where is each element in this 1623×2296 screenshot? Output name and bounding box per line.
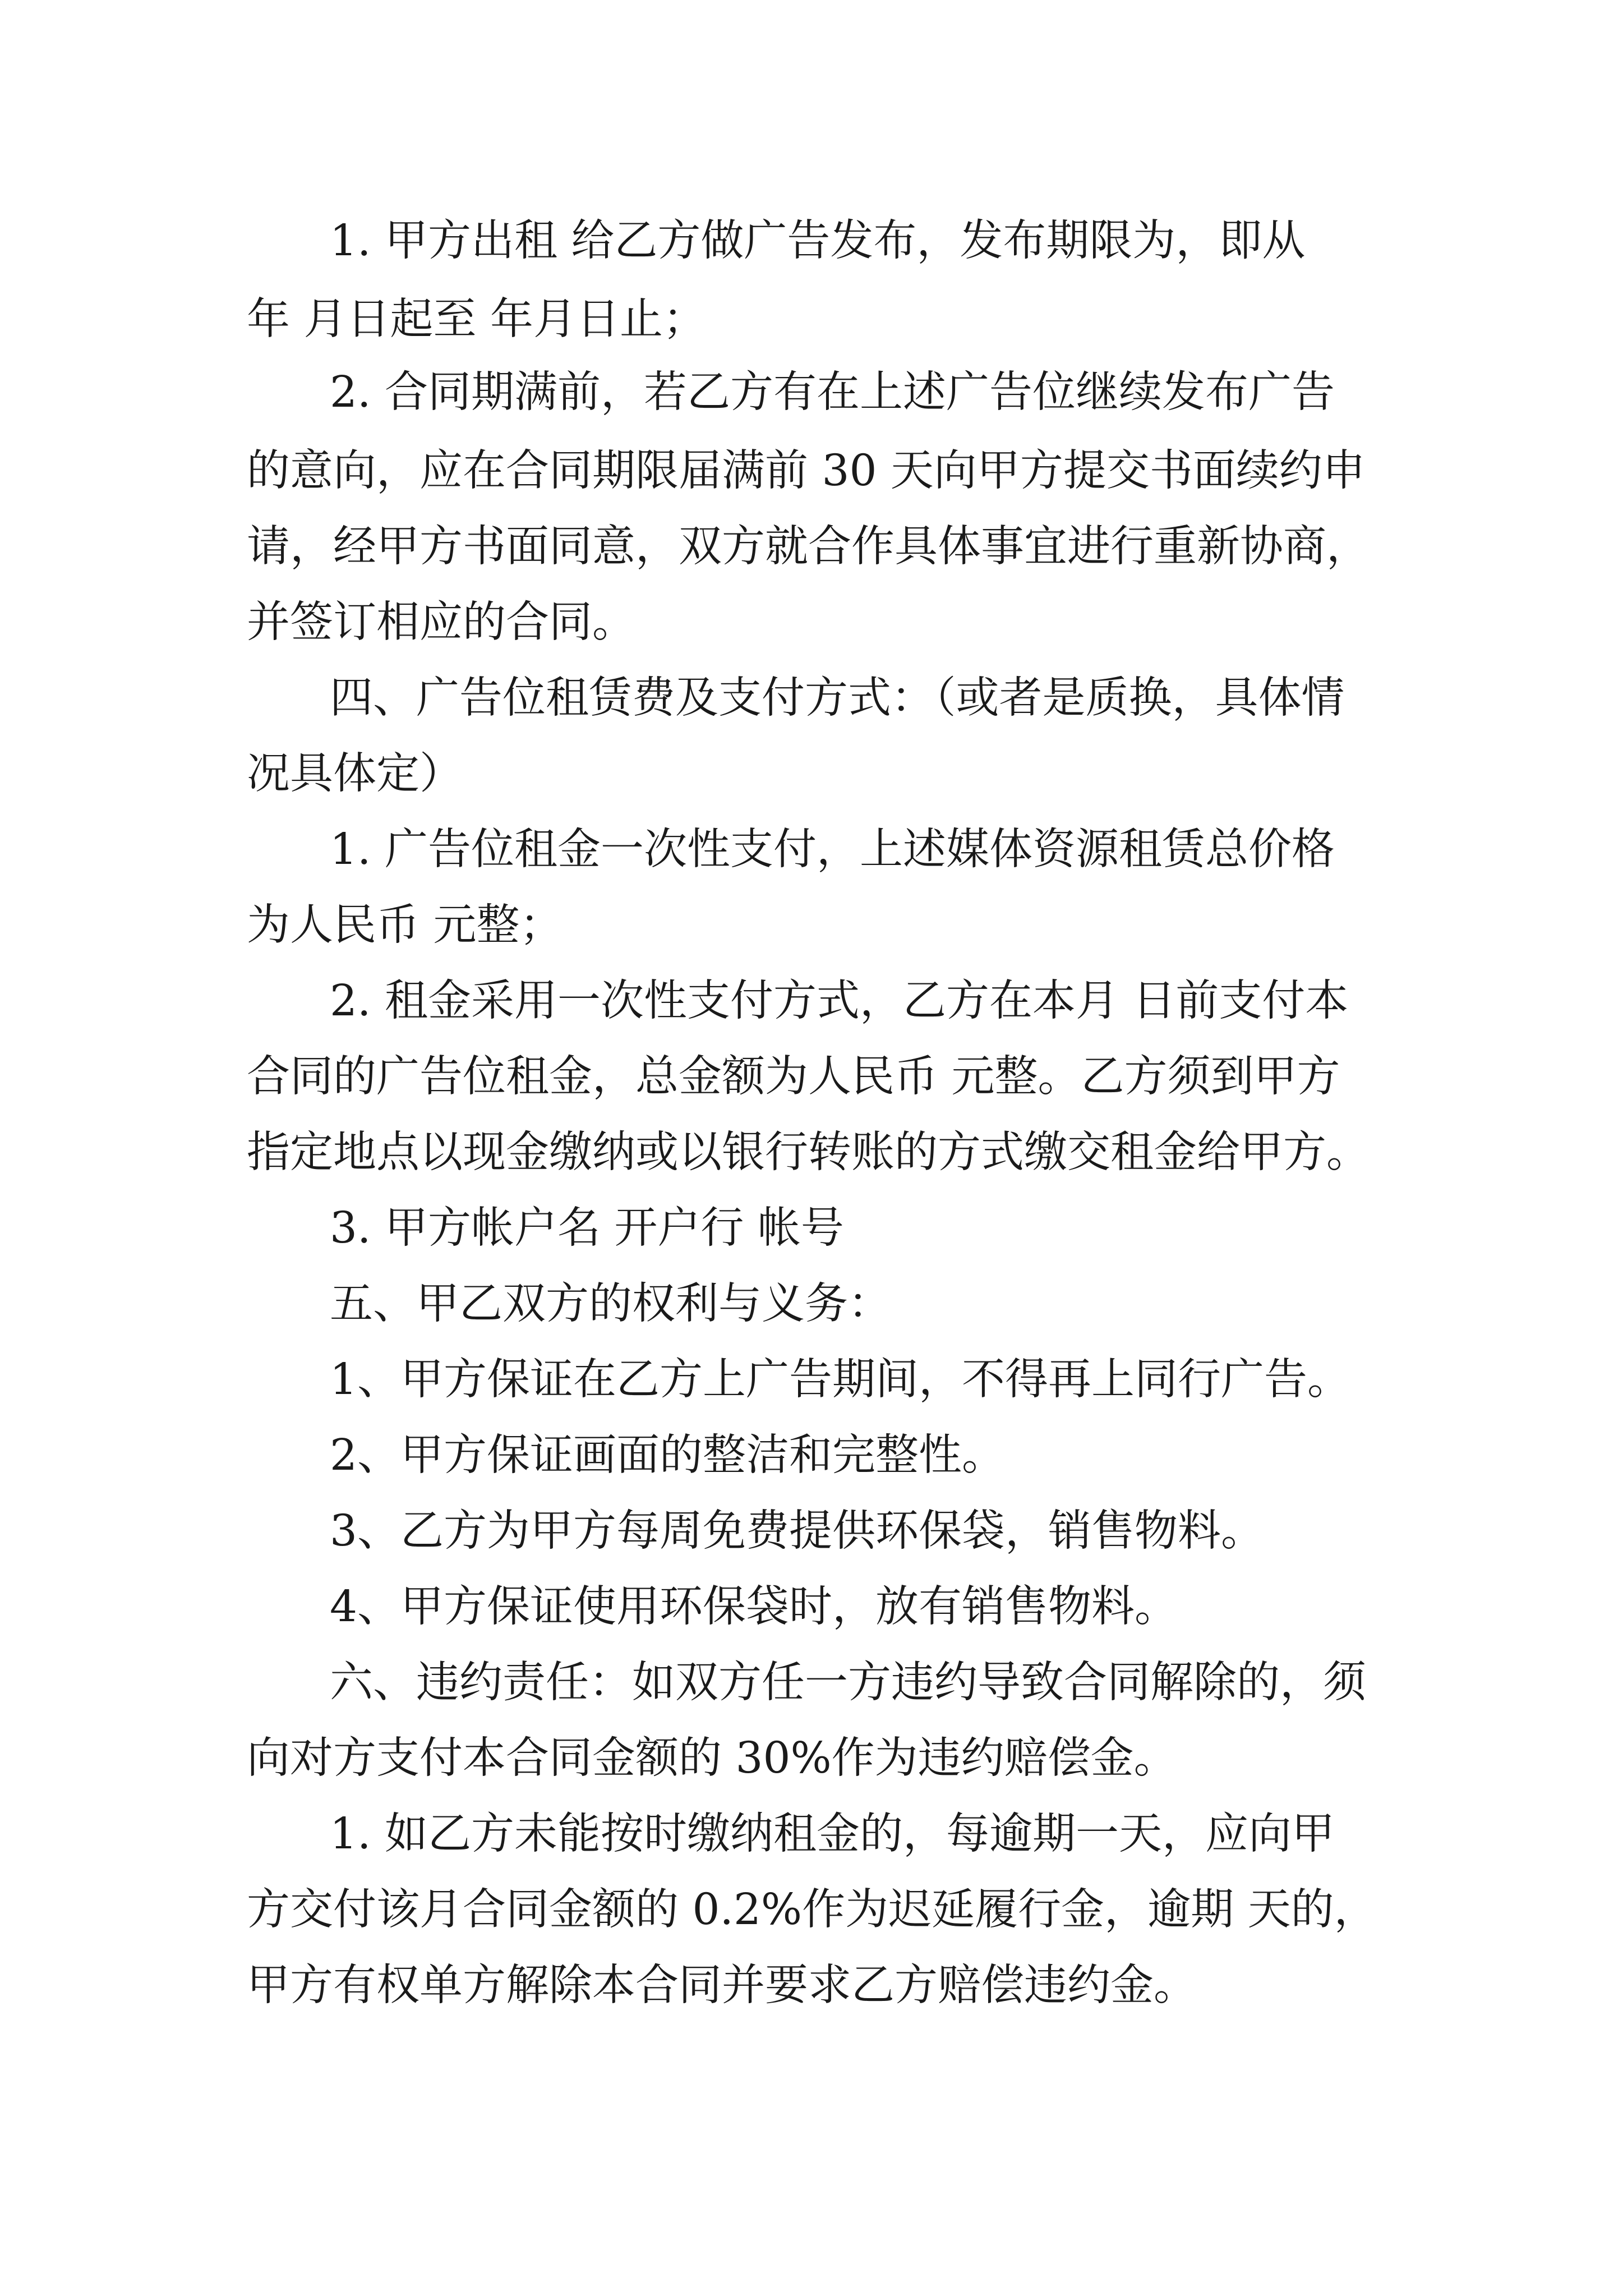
text-line: 1. 如乙方未能按时缴纳租金的，每逾期一天，应向甲 (330, 1809, 1335, 1859)
text-line: 4、甲方保证使用环保袋时，放有销售物料。 (330, 1582, 1178, 1632)
text-line: 并签订相应的合同。 (247, 597, 635, 647)
text-line: 1. 广告位租金一次性支付，上述媒体资源租赁总价格 (330, 825, 1335, 875)
text-line: 方交付该月合同金额的 0.2%作为迟延履行金，逾期 天的， (247, 1885, 1377, 1935)
text-line: 请，经甲方书面同意，双方就合作具体事宜进行重新协商， (247, 522, 1370, 572)
text-line: 年 月日起至 年月日止； (247, 295, 706, 344)
text-line: 的意向，应在合同期限届满前 30 天向甲方提交书面续约申 (247, 446, 1366, 496)
text-line: 合同的广告位租金，总金额为人民币 元整。乙方须到甲方 (247, 1052, 1340, 1102)
text-line: 六、违约责任：如双方任一方违约导致合同解除的，须 (330, 1658, 1366, 1708)
text-line: 3. 甲方帐户名 开户行 帐号 (330, 1203, 844, 1253)
text-line: 四、广告位租赁费及支付方式：（或者是质换，具体情 (330, 673, 1345, 723)
text-line: 1. 甲方出租 给乙方做广告发布，发布期限为，即从 (330, 216, 1306, 266)
text-line: 五、甲乙双方的权利与义务： (330, 1279, 891, 1329)
text-line: 甲方有权单方解除本合同并要求乙方赔偿违约金。 (247, 1961, 1197, 2010)
text-line: 2. 租金采用一次性支付方式，乙方在本月 日前支付本 (330, 976, 1349, 1026)
text-line: 为人民币 元整； (247, 900, 563, 950)
text-line: 况具体定） (247, 749, 463, 799)
text-line: 1、甲方保证在乙方上广告期间，不得再上同行广告。 (330, 1355, 1350, 1405)
text-line: 向对方支付本合同金额的 30%作为违约赔偿金。 (247, 1733, 1177, 1783)
text-line: 3、乙方为甲方每周免费提供环保袋，销售物料。 (330, 1506, 1264, 1556)
text-line: 2. 合同期满前，若乙方有在上述广告位继续发布广告 (330, 367, 1335, 417)
text-line: 指定地点以现金缴纳或以银行转账的方式缴交租金给甲方。 (247, 1128, 1370, 1177)
text-line: 2、甲方保证画面的整洁和完整性。 (330, 1430, 1005, 1480)
